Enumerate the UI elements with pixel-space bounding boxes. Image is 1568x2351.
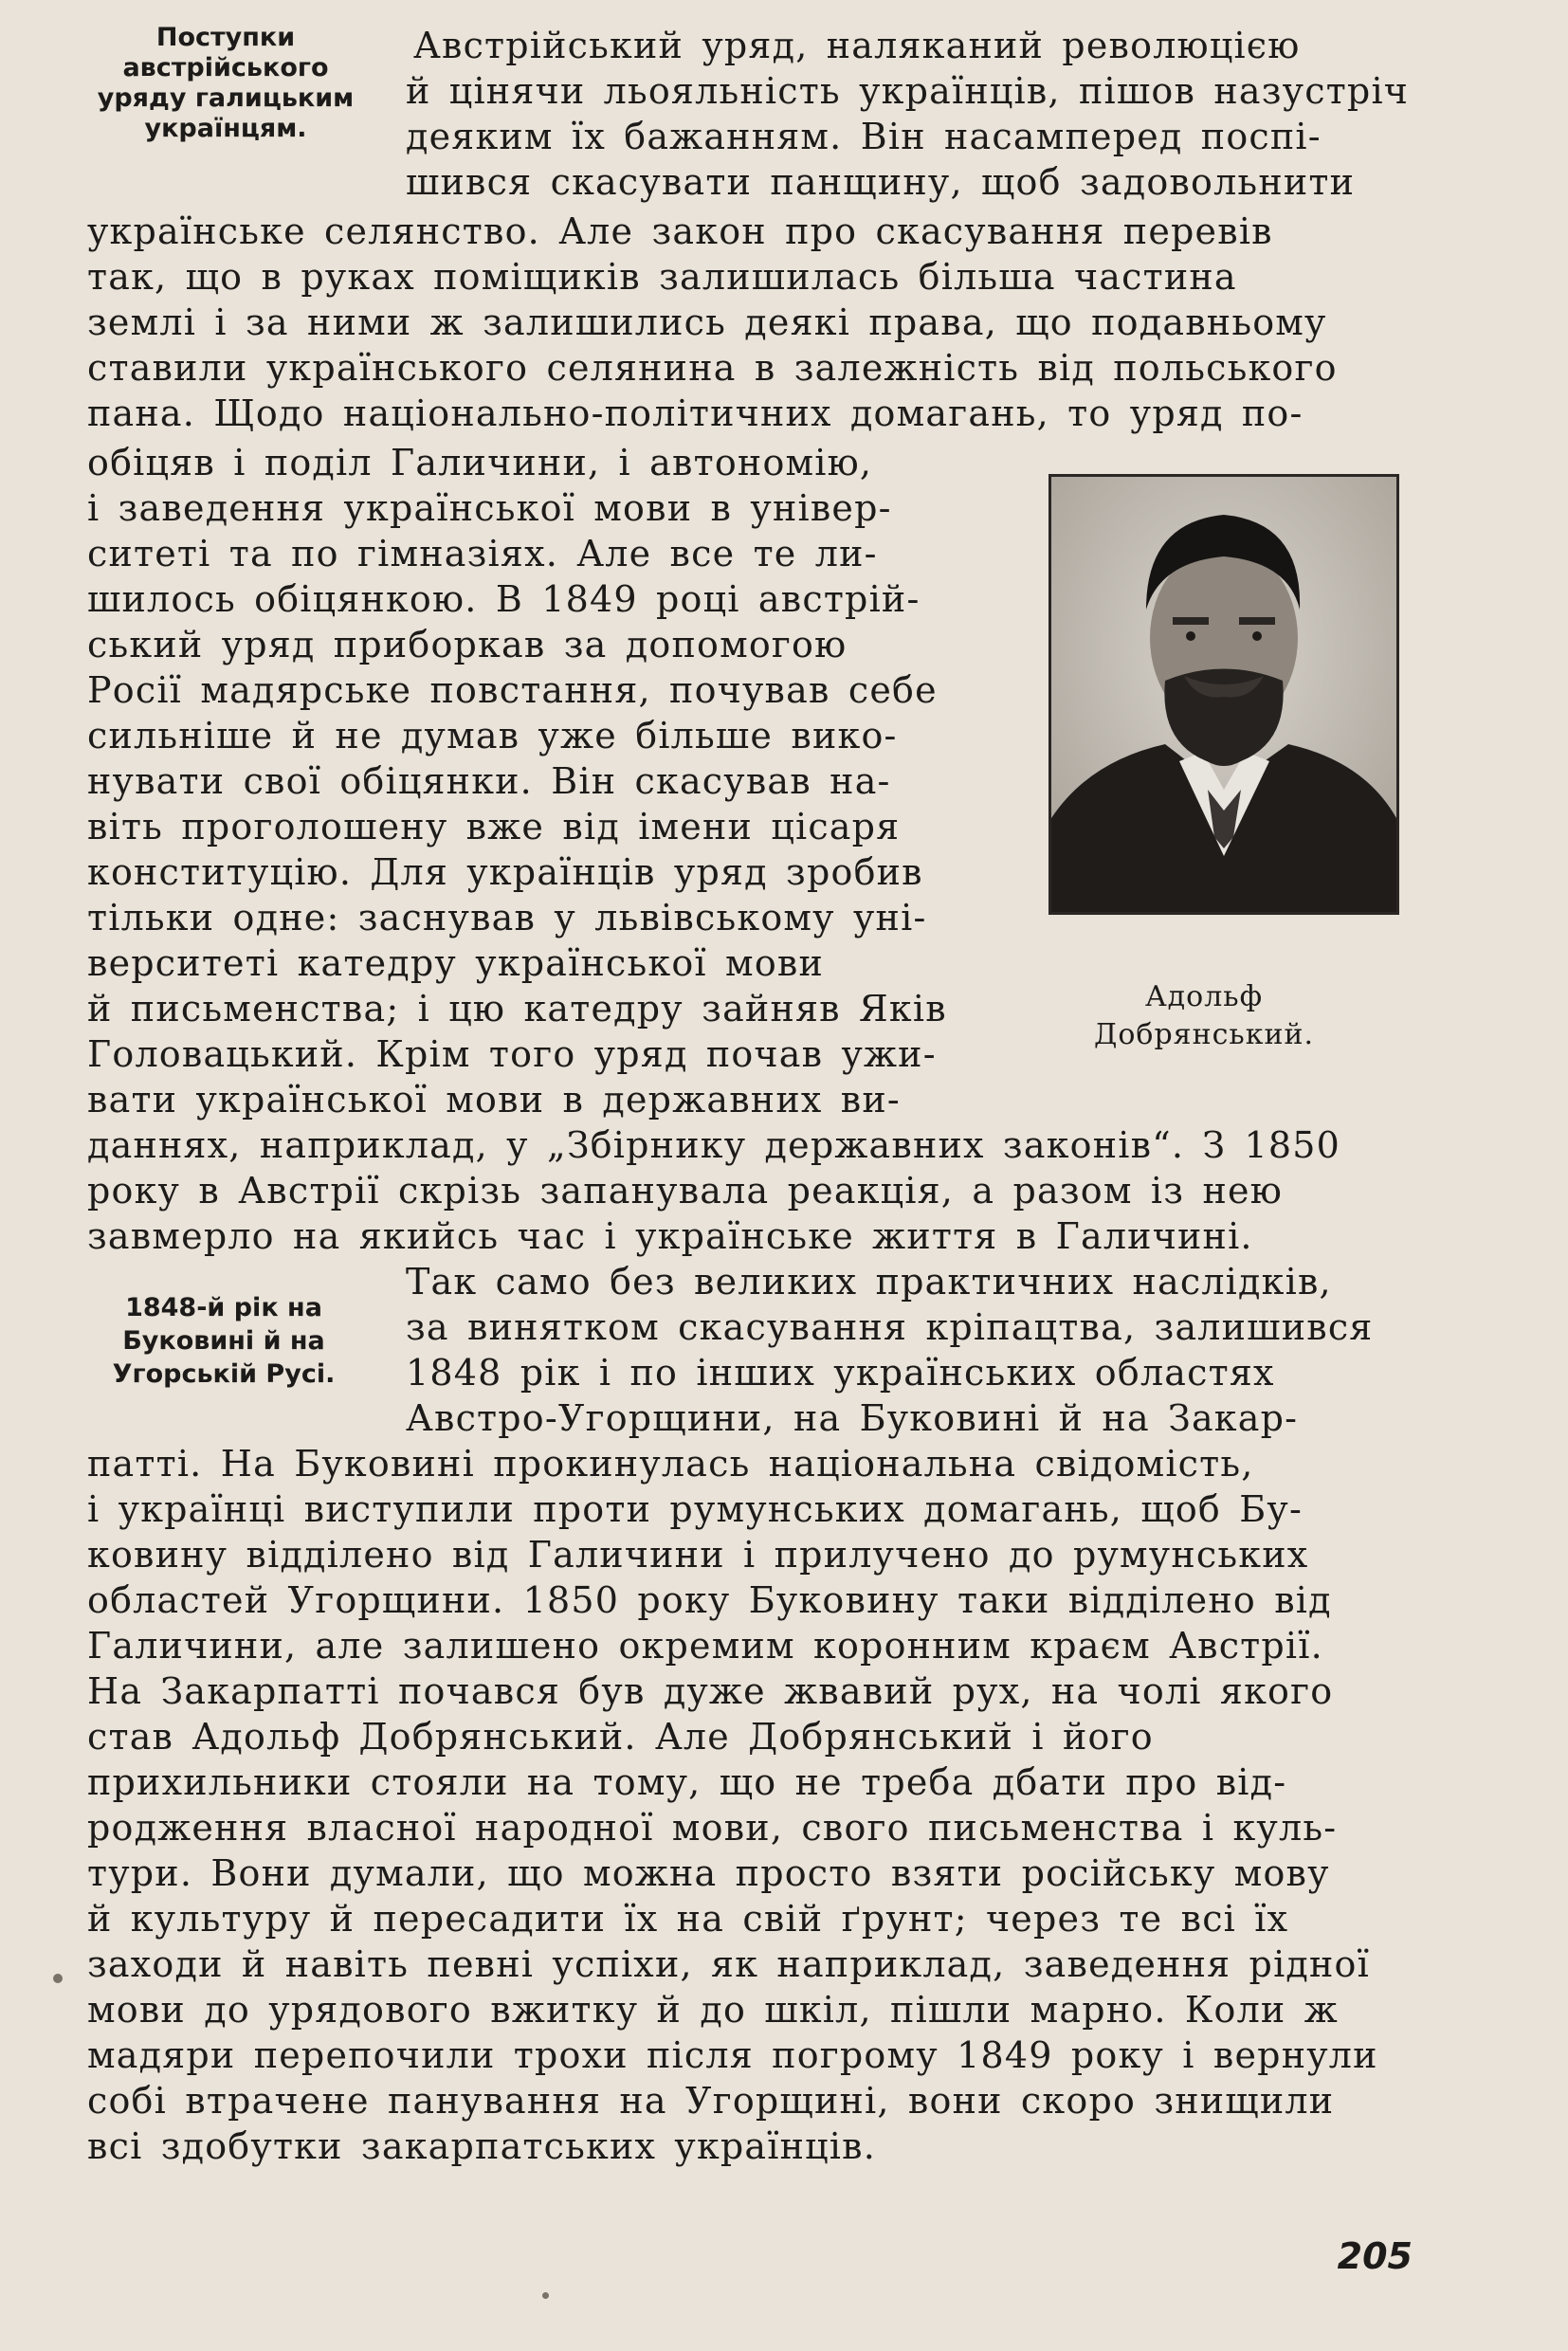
text-line: і заведення української мови в універ- bbox=[87, 487, 892, 529]
text-line: На Закарпатті почався був дуже жвавий рух, на чолі якого bbox=[87, 1670, 1334, 1712]
text-line: віть проголошену вже від імени цісаря bbox=[87, 806, 901, 847]
text-line: став Адольф Добрянський. Але Добрянський і його bbox=[87, 1716, 1154, 1758]
text-line: 1848 рік і по інших українських областях bbox=[406, 1352, 1275, 1394]
text-line: прихильники стояли на тому, що не треба дбати про від- bbox=[87, 1761, 1287, 1803]
portrait-photo bbox=[1048, 474, 1399, 915]
text-line: так, що в руках поміщиків залишилась більша частина bbox=[87, 256, 1237, 298]
text-line: мови до урядового вжитку й до шкіл, пішли марно. Коли ж bbox=[87, 1989, 1339, 2031]
text-line: верситеті катедру української мови bbox=[87, 942, 825, 984]
text-line: ситеті та по гімназіях. Але все те ли- bbox=[87, 533, 878, 574]
page-number: 205 bbox=[1337, 2235, 1413, 2277]
text-line: тільки одне: заснував у львівському уні- bbox=[87, 897, 927, 939]
text-line: вати української мови в державних ви- bbox=[87, 1079, 901, 1121]
text-line: патті. На Буковині прокинулась національна свідомість, bbox=[87, 1443, 1254, 1485]
text-line: завмерло на якийсь час і українське життя в Галичині. bbox=[87, 1215, 1253, 1257]
margin-note-line: уряду галицьким bbox=[97, 83, 355, 113]
text-line: Галичини, але залишено окремим коронним краєм Австрії. bbox=[87, 1625, 1323, 1667]
text-line: Росії мадярське повстання, почував себе bbox=[87, 669, 938, 711]
text-line: всі здобутки закарпатських українців. bbox=[87, 2125, 877, 2167]
text-line: ставили українського селянина в залежність від польського bbox=[87, 347, 1338, 389]
margin-note-line: Поступки bbox=[155, 23, 296, 52]
margin-note-line: Буковині й на bbox=[122, 1326, 325, 1356]
text-line: Головацький. Крім того уряд почав ужи- bbox=[87, 1033, 937, 1075]
portrait-caption bbox=[1033, 978, 1375, 1054]
paper-speck bbox=[53, 1974, 63, 1983]
margin-note-line: Угорській Русі. bbox=[112, 1359, 336, 1389]
text-line: нувати свої обіцянки. Він скасував на- bbox=[87, 760, 891, 802]
text-line: шився скасувати панщину, щоб задовольнити bbox=[406, 161, 1356, 203]
caption-line: Адольф bbox=[1144, 980, 1264, 1013]
margin-note-line: українцям. bbox=[144, 114, 307, 143]
text-line: конституцію. Для українців уряд зробив bbox=[87, 851, 923, 893]
text-line: за винятком скасування кріпацтва, залишився bbox=[406, 1306, 1374, 1348]
text-line: даннях, наприклад, у „Збірнику державних законів“. З 1850 bbox=[87, 1124, 1341, 1166]
caption-line: Добрянський. bbox=[1093, 1018, 1315, 1051]
text-line: року в Австрії скрізь запанувала реакція, а разом із нею bbox=[87, 1170, 1283, 1212]
text-line: областей Угорщини. 1850 року Буковину таки відділено від bbox=[87, 1579, 1332, 1621]
text-line: й цінячи льояльність українців, пішов назустріч bbox=[406, 70, 1410, 112]
text-line: пана. Щодо національно-політичних домагань, то уряд по- bbox=[87, 392, 1304, 434]
text-line: заходи й навіть певні успіхи, як наприклад, заведення рідної bbox=[87, 1943, 1370, 1985]
margin-note-1848 bbox=[82, 1291, 366, 1391]
text-line: Так само без великих практичних наслідків, bbox=[406, 1261, 1332, 1303]
portrait-illustration bbox=[1051, 477, 1396, 912]
text-line: й письменства; і цю катедру зайняв Яків bbox=[87, 988, 947, 1030]
text-line: й культуру й пересадити їх на свій ґрунт; через те всі їх bbox=[87, 1898, 1289, 1940]
text-line: обіцяв і поділ Галичини, і автономію, bbox=[87, 442, 873, 483]
text-line: ський уряд приборкав за допомогою bbox=[87, 624, 848, 665]
margin-note-concessions bbox=[74, 23, 377, 144]
text-line: шилось обіцянкою. В 1849 році австрій- bbox=[87, 578, 921, 620]
text-line: Австрійський уряд, наляканий революцією bbox=[413, 25, 1301, 66]
margin-note-line: австрійського bbox=[122, 53, 329, 82]
text-line: ковину відділено від Галичини і прилучено до румунських bbox=[87, 1534, 1309, 1576]
text-line: і українці виступили проти румунських домагань, щоб Бу- bbox=[87, 1488, 1304, 1530]
text-line: українське селянство. Але закон про скасування перевів bbox=[87, 210, 1273, 252]
text-line: тури. Вони думали, що можна просто взяти російську мову bbox=[87, 1852, 1330, 1894]
text-line: землі і за ними ж залишились деякі права, що подавньому bbox=[87, 301, 1327, 343]
text-line: сильніше й не думав уже більше вико- bbox=[87, 715, 898, 756]
text-line: родження власної народної мови, свого письменства і куль- bbox=[87, 1807, 1338, 1849]
paper-speck bbox=[542, 2292, 549, 2299]
margin-note-line: 1848-й рік на bbox=[125, 1293, 322, 1322]
text-line: деяким їх бажанням. Він насамперед поспі- bbox=[406, 116, 1322, 157]
text-line: собі втрачене панування на Угорщині, вони скоро знищили bbox=[87, 2080, 1335, 2122]
text-line: мадяри перепочили трохи після погрому 1849 року і вернули bbox=[87, 2034, 1378, 2076]
text-line: Австро-Угорщини, на Буковині й на Закар- bbox=[406, 1397, 1299, 1439]
